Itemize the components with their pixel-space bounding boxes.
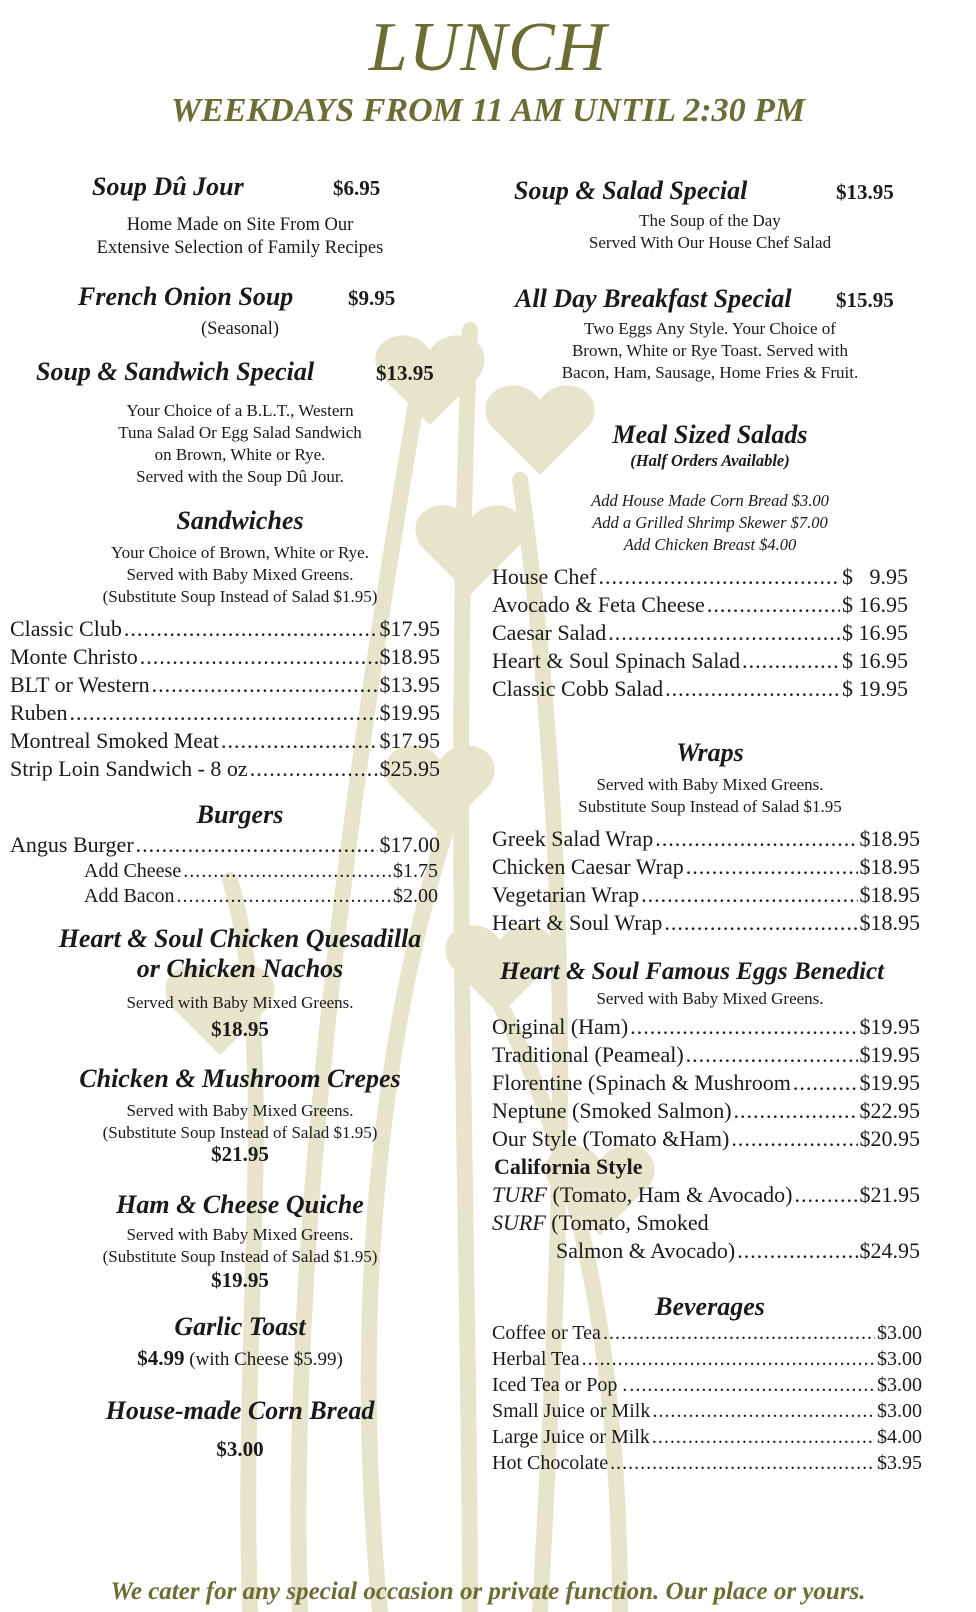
soup-salad-price: $13.95 bbox=[836, 180, 894, 204]
soup-sandwich-desc: Your Choice of a B.L.T., Western Tuna Salad Or Egg Salad Sandwich on Brown, White or Rye. Served with the Soup Dû Jour. bbox=[118, 401, 362, 486]
menu-item: Ruben ..... $19.95 bbox=[10, 700, 440, 726]
menu-item: House Chef ..... $ 9.95 bbox=[492, 564, 908, 590]
menu-item: TURF (Tomato, Ham & Avocado) ..... $21.95 bbox=[492, 1182, 920, 1208]
menu-item: Heart & Soul Spinach Salad ..... $ 16.95 bbox=[492, 648, 908, 674]
soup-sandwich-price: $13.95 bbox=[376, 361, 434, 385]
benedict-heading: Heart & Soul Famous Eggs Benedict bbox=[500, 958, 885, 985]
salads-subheading: (Half Orders Available) bbox=[630, 451, 790, 470]
garlic-toast-price-line: $4.99 (with Cheese $5.99) bbox=[137, 1346, 343, 1370]
soup-salad-heading: Soup & Salad Special bbox=[514, 176, 748, 205]
corn-bread-price: $3.00 bbox=[216, 1437, 264, 1461]
menu-item: Avocado & Feta Cheese ..... $ 16.95 bbox=[492, 592, 908, 618]
menu-item: Florentine (Spinach & Mushroom ..... $19.95 bbox=[492, 1070, 920, 1096]
menu-item: Greek Salad Wrap ..... $18.95 bbox=[492, 826, 920, 852]
menu-item: Add Cheese ..... $1.75 bbox=[84, 860, 438, 883]
menu-item: Coffee or Tea ..... $3.00 bbox=[492, 1322, 922, 1345]
wraps-heading: Wraps bbox=[676, 738, 744, 767]
menu-item: Herbal Tea ..... $3.00 bbox=[492, 1348, 922, 1371]
menu-item: Iced Tea or Pop . ..... $3.00 bbox=[492, 1374, 922, 1397]
benedict-desc: Served with Baby Mixed Greens. bbox=[596, 989, 824, 1008]
menu-item: Our Style (Tomato &Ham) ..... $20.95 bbox=[492, 1126, 920, 1152]
soup-salad-desc: The Soup of the Day Served With Our House Chef Salad bbox=[588, 211, 832, 252]
surf-line: SURF (Tomato, Smoked bbox=[492, 1210, 709, 1235]
menu-item: Caesar Salad ..... $ 16.95 bbox=[492, 620, 908, 646]
breakfast-heading: All Day Breakfast Special bbox=[515, 284, 792, 313]
menu-item: Neptune (Smoked Salmon) ..... $22.95 bbox=[492, 1098, 920, 1124]
crepes-heading: Chicken & Mushroom Crepes bbox=[79, 1064, 401, 1093]
quesadilla-desc: Served with Baby Mixed Greens. bbox=[126, 993, 354, 1012]
menu-item: Classic Club ..... $17.95 bbox=[10, 616, 440, 642]
wraps-desc: Served with Baby Mixed Greens. Substitute Soup Instead of Salad $1.95 bbox=[578, 775, 842, 816]
french-onion-price: $9.95 bbox=[348, 286, 396, 310]
menu-item: Salmon & Avocado) ..... $24.95 bbox=[556, 1238, 920, 1264]
garlic-toast-heading: Garlic Toast bbox=[174, 1312, 306, 1341]
soup-sandwich-heading: Soup & Sandwich Special bbox=[36, 357, 315, 386]
menu-item: Small Juice or Milk ..... $3.00 bbox=[492, 1400, 922, 1423]
salads-heading: Meal Sized Salads bbox=[612, 420, 808, 449]
menu-item: Large Juice or Milk ..... $4.00 bbox=[492, 1426, 922, 1449]
menu-item: Vegetarian Wrap ..... $18.95 bbox=[492, 882, 920, 908]
menu-item: Traditional (Peameal) ..... $19.95 bbox=[492, 1042, 920, 1068]
page-subtitle: WEEKDAYS FROM 11 AM UNTIL 2:30 PM bbox=[170, 92, 806, 129]
california-style-label: California Style bbox=[494, 1154, 643, 1179]
menu-item: Strip Loin Sandwich - 8 oz ..... $25.95 bbox=[10, 756, 440, 782]
burgers-heading: Burgers bbox=[196, 800, 284, 829]
menu-item: Montreal Smoked Meat ..... $17.95 bbox=[10, 728, 440, 754]
menu-item: Hot Chocolate ..... $3.95 bbox=[492, 1452, 922, 1475]
soup-du-jour-desc: Home Made on Site From Our Extensive Selection of Family Recipes bbox=[96, 215, 384, 258]
breakfast-price: $15.95 bbox=[836, 288, 894, 312]
page-title: LUNCH bbox=[368, 9, 608, 86]
quesadilla-price: $18.95 bbox=[211, 1017, 269, 1041]
menu-item: Original (Ham) ..... $19.95 bbox=[492, 1014, 920, 1040]
quesadilla-heading: Heart & Soul Chicken Quesadilla or Chicken Nachos bbox=[58, 924, 422, 983]
soup-du-jour-price: $6.95 bbox=[333, 176, 381, 200]
french-onion-heading: French Onion Soup bbox=[78, 282, 294, 311]
crepes-desc: Served with Baby Mixed Greens. (Substitute Soup Instead of Salad $1.95) bbox=[102, 1101, 378, 1142]
quiche-price: $19.95 bbox=[211, 1268, 269, 1292]
beverages-heading: Beverages bbox=[655, 1292, 765, 1321]
sandwiches-desc: Your Choice of Brown, White or Rye. Served with Baby Mixed Greens. (Substitute Soup Instead of Salad $1.95) bbox=[102, 543, 378, 606]
salads-addons: Add House Made Corn Bread $3.00 Add a Grilled Shrimp Skewer $7.00 Add Chicken Breast $4.00 bbox=[591, 491, 829, 554]
menu-item: Monte Christo ..... $18.95 bbox=[10, 644, 440, 670]
quiche-heading: Ham & Cheese Quiche bbox=[116, 1190, 364, 1219]
footer-tagline: We cater for any special occasion or private function. Our place or yours. bbox=[110, 1578, 866, 1605]
crepes-price: $21.95 bbox=[211, 1142, 269, 1166]
menu-item: BLT or Western ..... $13.95 bbox=[10, 672, 440, 698]
french-onion-desc: (Seasonal) bbox=[200, 319, 280, 339]
menu-item: Heart & Soul Wrap ..... $18.95 bbox=[492, 910, 920, 936]
quiche-desc: Served with Baby Mixed Greens. (Substitute Soup Instead of Salad $1.95) bbox=[102, 1225, 378, 1266]
menu-item: Angus Burger ..... $17.00 bbox=[10, 832, 440, 858]
menu-item: Classic Cobb Salad ..... $ 19.95 bbox=[492, 676, 908, 702]
corn-bread-heading: House-made Corn Bread bbox=[105, 1396, 375, 1425]
menu-item: Chicken Caesar Wrap ..... $18.95 bbox=[492, 854, 920, 880]
breakfast-desc: Two Eggs Any Style. Your Choice of Brown, White or Rye Toast. Served with Bacon, Ham, Sausage, Home Fries & Fruit. bbox=[561, 319, 859, 382]
soup-du-jour-heading: Soup Dû Jour bbox=[92, 172, 244, 201]
sandwiches-heading: Sandwiches bbox=[176, 506, 304, 535]
menu-item: Add Bacon ..... $2.00 bbox=[84, 885, 438, 908]
